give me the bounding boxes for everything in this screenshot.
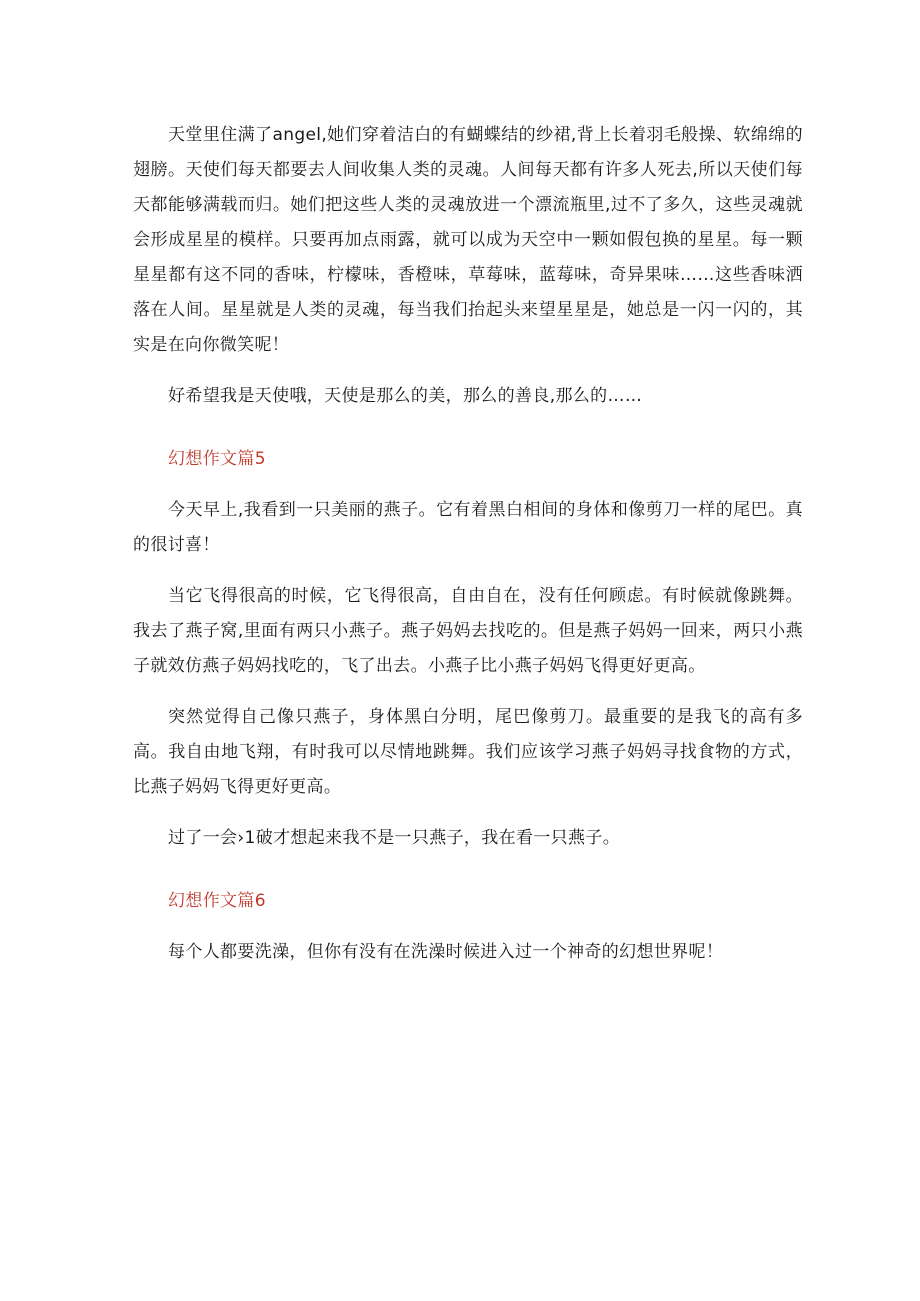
paragraph-swallow-imagine: 突然觉得自己像只燕子，身体黑白分明，尾巴像剪刀。最重要的是我飞的高有多高。我自由地飞翔，有时我可以尽情地跳舞。我们应该学习燕子妈妈寻找食物的方式，比燕子妈妈飞得更好更高。 (133, 707, 803, 797)
paragraph-bath-fantasy: 每个人都要洗澡，但你有没有在洗澡时候进入过一个神奇的幻想世界呢！ (168, 942, 724, 962)
section-heading-6: 幻想作文篇6 (168, 891, 266, 911)
paragraph-swallow-flying: 当它飞得很高的时候，它飞得很高，自由自在，没有任何顾虑。有时候就像跳舞。我去了燕子窝,里面有两只小燕子。燕子妈妈去找吃的。但是燕子妈妈一回来，两只小燕子就效仿燕子妈妈找吃的，飞了出去。小燕子比小燕子妈妈飞得更好更高。 (133, 586, 803, 676)
paragraph-swallow-morning: 今天早上,我看到一只美丽的燕子。它有着黑白相间的身体和像剪刀一样的尾巴。真的很讨喜！ (133, 500, 803, 555)
paragraph-wish-angel: 好希望我是天使哦，天使是那么的美，那么的善良,那么的…… (168, 386, 643, 406)
document-body (133, 118, 803, 970)
paragraph-swallow-realize: 过了一会›1破才想起来我不是一只燕子，我在看一只燕子。 (168, 828, 621, 848)
paragraph-angels: 天堂里住满了angel,她们穿着洁白的有蝴蝶结的纱裙,背上长着羽毛般操、软绵绵的翅膀。天使们每天都要去人间收集人类的灵魂。人间每天都有许多人死去,所以天使们每天都能够满载而归。她们把这些人类的灵魂放进一个漂流瓶里,过不了多久，这些灵魂就会形成星星的模样。只要再加点雨露，就可以成为天空中一颗如假包换的星星。每一颗星星都有这不同的香味，柠檬味，香橙味，草莓味，蓝莓味，奇异果味……这些香味洒落在人间。星星就是人类的灵魂，每当我们抬起头来望星星是，她总是一闪一闪的，其实是在向你微笑呢！ (133, 125, 803, 355)
section-heading-5: 幻想作文篇5 (168, 449, 266, 469)
